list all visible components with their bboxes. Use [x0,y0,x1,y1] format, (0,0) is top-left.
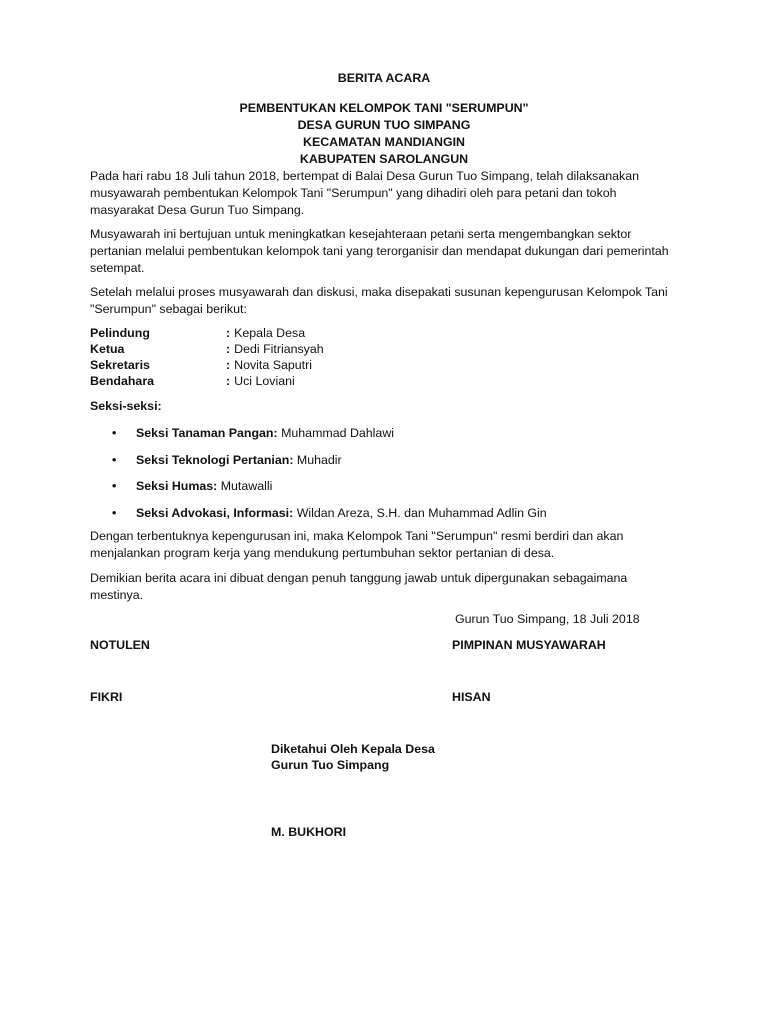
list-item [112,453,547,480]
officer-name: Kepala Desa [234,326,306,340]
notulen-label: NOTULEN [90,638,150,652]
bullet-icon: • [112,426,117,440]
paragraph-closing: Demikian berita acara ini dibuat dengan penuh tanggung jawab untuk dipergunakan sebagaimana mestinya. [90,571,628,602]
known-by-line: Diketahui Oleh Kepala Desa [271,742,435,756]
officer-row [90,373,324,389]
paragraph-purpose: Musyawarah ini bertujuan untuk meningkatkan kesejahteraan petani serta mengembangkan sektor pertanian melalui pembentukan kelompok tani yang terorganisir dan mendapat dukungan dari pemerintah setempat. [90,227,669,275]
officers-list [90,325,324,389]
document-subtitle: PEMBENTUKAN KELOMPOK TANI "SERUMPUN" [239,101,529,115]
document-title-block [0,70,768,168]
section-member: Muhadir [296,452,342,467]
bullet-icon: • [112,505,117,520]
officer-colon: : [226,358,231,372]
section-member: Muhammad Dahlawi [281,426,395,440]
officer-name: Novita Saputri [234,358,312,372]
sections-heading: Seksi-seksi: [90,399,162,413]
paragraph-agreement: Setelah melalui proses musyawarah dan diskusi, maka disepakati susunan kepengurusan Kelompok Tani "Serumpun" sebagai berikut: [90,285,668,316]
section-member: Mutawalli [220,479,273,493]
officer-colon: : [226,326,231,340]
list-item [112,426,547,453]
notulen-name: FIKRI [90,690,123,704]
list-item [112,479,547,506]
sections-list [112,426,547,532]
section-label: Seksi Advokasi, Informasi: [136,505,294,520]
known-by-village: Gurun Tuo Simpang [271,758,390,772]
bullet-icon: • [112,452,117,467]
district-name: KECAMATAN MANDIANGIN [303,135,465,149]
regency-name: KABUPATEN SAROLANGUN [299,152,469,166]
bullet-icon: • [112,479,117,493]
section-label: Seksi Humas: [136,479,218,493]
village-name: DESA GURUN TUO SIMPANG [297,118,471,132]
officer-name: Dedi Fitriansyah [234,342,324,356]
officer-role: Sekretaris [90,358,150,372]
officer-row [90,357,324,373]
paragraph-conclusion: Dengan terbentuknya kepengurusan ini, maka Kelompok Tani "Serumpun" resmi berdiri dan akan menjalankan program kerja yang mendukung pertumbuhan sektor pertanian di desa. [90,529,624,560]
leader-name: HISAN [452,690,491,704]
leader-label: PIMPINAN MUSYAWARAH [452,638,606,652]
officer-name: Uci Loviani [234,374,295,388]
paragraph-opening: Pada hari rabu 18 Juli tahun 2018, bertempat di Balai Desa Gurun Tuo Simpang, telah dilaksanakan musyawarah pembentukan Kelompok Tani "Serumpun" yang dihadiri oleh para petani dan tokoh masyarakat Desa Gurun Tuo Simpang. [90,169,639,217]
section-label: Seksi Teknologi Pertanian: [136,452,294,467]
officer-row [90,341,324,357]
section-label: Seksi Tanaman Pangan: [136,426,278,440]
document-title: BERITA ACARA [337,71,431,85]
officer-colon: : [226,374,231,388]
officer-role: Pelindung [90,326,150,340]
officer-row [90,325,324,341]
officer-role: Ketua [90,342,125,356]
section-member: Wildan Areza, S.H. dan Muhammad Adlin Gin [296,505,547,520]
officer-role: Bendahara [90,374,155,388]
officer-colon: : [226,342,231,356]
place-date: Gurun Tuo Simpang, 18 Juli 2018 [455,612,640,626]
village-head-name: M. BUKHORI [271,825,347,839]
